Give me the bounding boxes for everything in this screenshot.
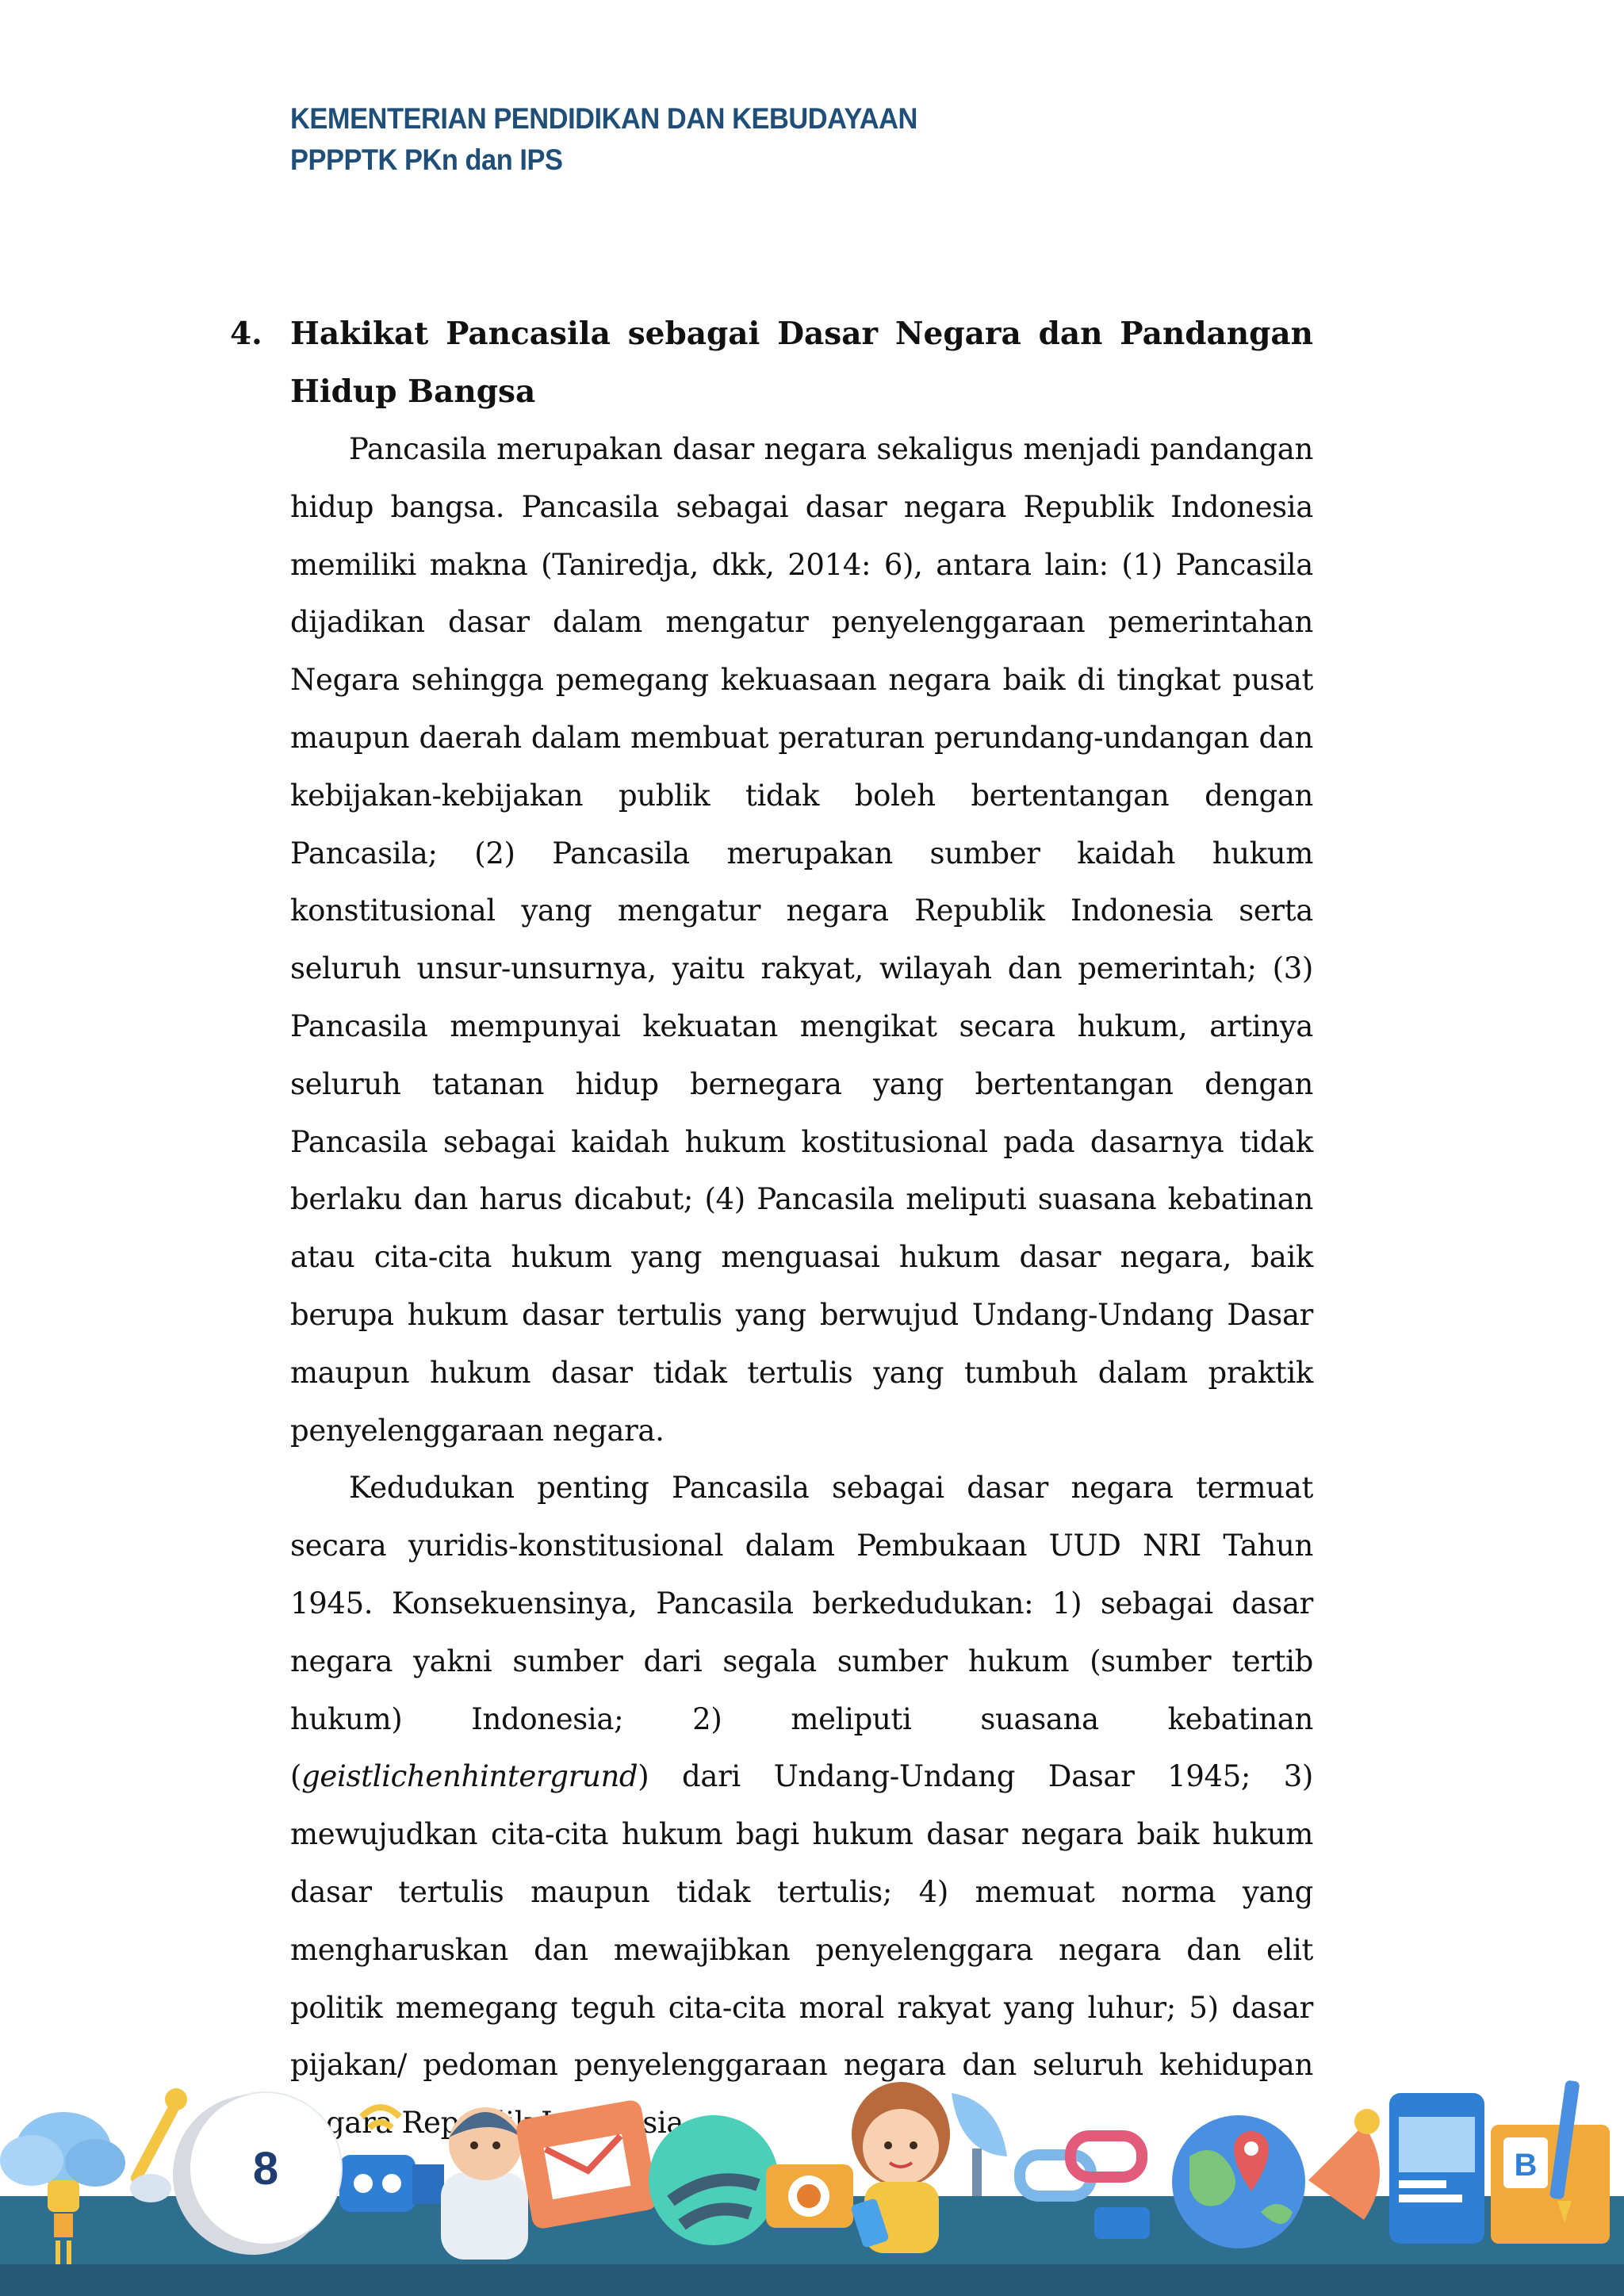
section-number: 4. xyxy=(230,316,262,352)
boy-character xyxy=(441,2107,528,2260)
tablet-icon xyxy=(1389,2093,1484,2244)
document-header xyxy=(290,98,917,181)
paragraph-2-text-a: Kedudukan penting Pancasila sebagai dasar negara termuat secara yuridis-konstitusional dalam Pembukaan UUD NRI Tahun 1945. Konsekuensinya, Pancasila berkedudukan: 1) sebagai dasar negara yakni sumber dari segala sumber hukum (sumber tertib hukum) Indonesia; 2) meliputi suasana kebatinan ( xyxy=(290,1471,1313,1794)
section-title: Hakikat Pancasila sebagai Dasar Negara dan Pandangan Hidup Bangsa xyxy=(290,316,1313,410)
chat-bubble-icon xyxy=(649,2115,779,2245)
paragraph-1: Pancasila merupakan dasar negara sekaligus menjadi pandangan hidup bangsa. Pancasila sebagai dasar negara Republik Indonesia memiliki makna (Taniredja, dkk, 2014: 6), antara lain: (1) Pancasila dijadikan dasar dalam mengatur penyelenggaraan pemerintahan Negara sehingga pemegang kekuasaan negara baik di tingkat pusat maupun daerah dalam membuat peraturan perundang-undangan dan kebijakan-kebijakan publik tidak boleh bertentangan dengan Pancasila; (2) Pancasila merupakan sumber kaidah hukum konstitusional yang mengatur negara Republik Indonesia serta seluruh unsur-unsurnya, yaitu rakyat, wilayah dan pemerintah; (3) Pancasila mempunyai kekuatan mengikat secara hukum, artinya seluruh tatanan hidup bernegara yang bertentangan dengan Pancasila sebagai kaidah hukum kostitusional pada dasarnya tidak berlaku dan harus dicabut; (4) Pancasila meliputi suasana kebatinan atau cita-cita hukum yang menguasai hukum dasar negara, baik berupa hukum dasar tertulis yang berwujud Undang-Undang Dasar maupun hukum dasar tidak tertulis yang tumbuh dalam praktik penyelenggaraan negara. xyxy=(290,432,1313,1448)
page-number-badge xyxy=(190,2093,341,2244)
satellite-dish-icon xyxy=(952,2093,1007,2196)
camera-icon xyxy=(766,2164,853,2228)
section-body xyxy=(230,421,1313,2152)
section-heading xyxy=(230,305,1313,421)
header-ministry: KEMENTERIAN PENDIDIKAN DAN KEBUDAYAAN xyxy=(290,102,917,135)
page-number: 8 xyxy=(252,2142,279,2195)
paragraph-2-italic-term: geistlichenhintergrund xyxy=(301,1759,638,1794)
header-institution: PPPPTK PKn dan IPS xyxy=(290,144,563,176)
mail-icon xyxy=(515,2099,659,2230)
globe-pin-icon xyxy=(1172,2115,1305,2248)
book-icon xyxy=(1491,2080,1610,2244)
paragraph-2 xyxy=(290,1460,1313,2152)
desk-lamp-icon xyxy=(129,2088,187,2202)
footer-band-shadow xyxy=(0,2264,1624,2296)
girl-character xyxy=(850,2082,950,2253)
paragraph-2-text-b: ) dari Undang-Undang Dasar 1945; 3) mewujudkan cita-cita hukum bagi hukum dasar negara baik hukum dasar tertulis maupun tidak tertulis; 4) memuat norma yang mengharuskan dan mewajibkan penyelenggara negara dan elit politik memegang teguh cita-cita moral rakyat yang luhur; 5) dasar pijakan/ pedoman penyelenggaraan negara dan seluruh kehidupan negara xyxy=(290,1759,1313,2141)
section-4 xyxy=(230,305,1313,2152)
book-letter: B xyxy=(1514,2148,1538,2183)
radio-cassette-icon xyxy=(339,2107,444,2212)
